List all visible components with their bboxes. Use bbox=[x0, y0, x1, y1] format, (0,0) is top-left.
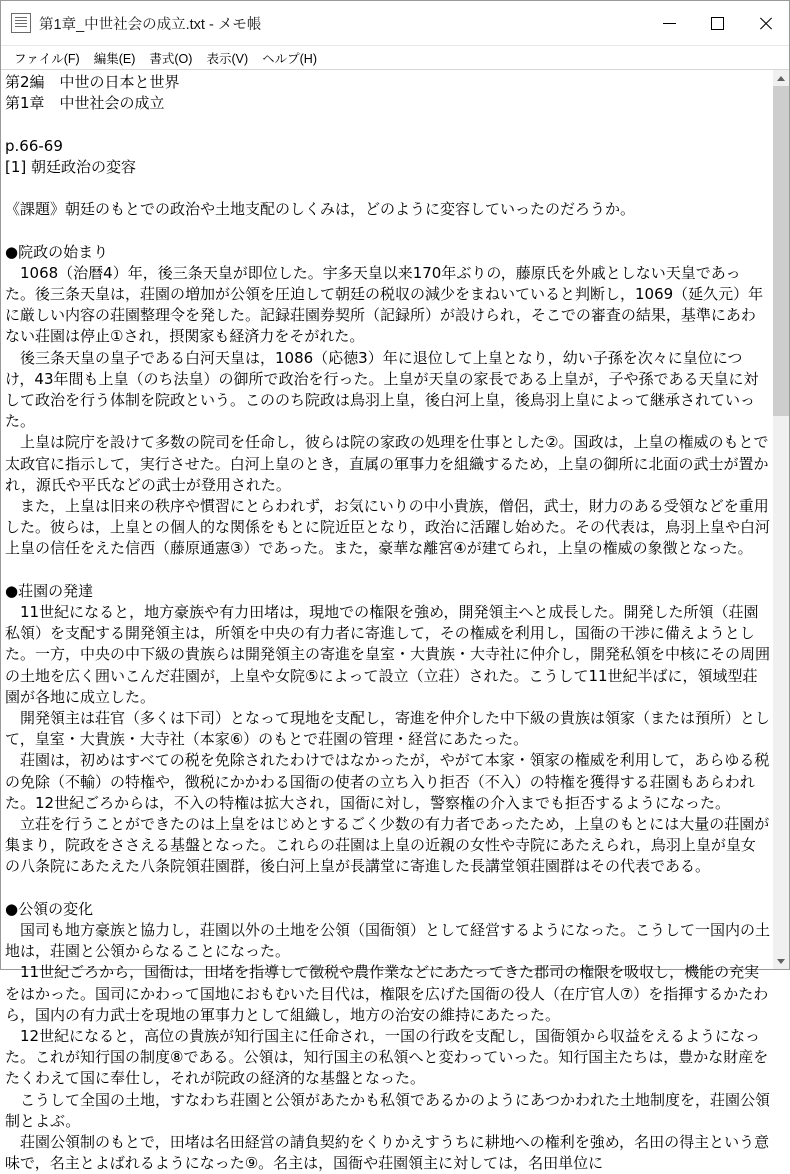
text-line: 12世紀になると，高位の貴族が知行国主に任命され，一国の行政を支配し，国衙領から収益をえるようになった。これが知行国の制度⑧である。公領は，知行国主の私領へと変わっていった。知行国主たちは，豊かな財産をたくわえて国に奉仕し，それが院政の経済的な基盤となった。 bbox=[5, 1027, 769, 1088]
close-button[interactable] bbox=[741, 1, 789, 45]
scroll-up-icon bbox=[777, 76, 785, 81]
scroll-up-button[interactable] bbox=[773, 70, 789, 86]
scrollbar-track[interactable] bbox=[773, 86, 789, 953]
scroll-down-button[interactable] bbox=[773, 953, 789, 969]
text-line: 第2編 中世の日本と世界 bbox=[5, 73, 180, 91]
text-editor[interactable] bbox=[1, 70, 772, 1173]
text-line: ●院政の始まり bbox=[5, 242, 109, 261]
close-icon bbox=[758, 16, 773, 31]
menu-edit[interactable]: 編集(E) bbox=[93, 51, 136, 66]
text-line: 《課題》朝廷のもとでの政治や土地支配のしくみは，どのように変容していったのだろうか。 bbox=[5, 200, 636, 219]
text-line: p.66-69 bbox=[5, 136, 63, 155]
text-line: 荘園公領制のもとで，田堵は名田経営の請負契約をくりかえすうちに耕地への権利を強め，名田の得主という意味で，名主とよばれるようになった⑨。名主は，国衙や荘園領主に対しては，名田単位に bbox=[5, 1133, 770, 1173]
text-line: 後三条天皇の皇子である白河天皇は，1086（応徳3）年に退位して上皇となり，幼い子孫を次々に皇位につけ，43年間も上皇（のち法皇）の御所で政治を行った。上皇が天皇の家長である上皇が，子や孫である天皇に対して政治を行う体制を院政という。こののち院政は鳥羽上皇，後白河上皇，後鳥羽上皇によって継承されていった。 bbox=[5, 348, 759, 431]
text-line: 上皇は院庁を設けて多数の院司を任命し，彼らは院の家政の処理を仕事とした②。国政は，上皇の権威のもとで太政官に指示して，実行させた。白河上皇のとき，直属の軍事力を組織するため，上皇の御所に北面の武士が置かれ，源氏や平氏などの武士が登用された。 bbox=[5, 433, 769, 494]
menu-view[interactable]: 表示(V) bbox=[206, 51, 249, 66]
text-line: 荘園は，初めはすべての税を免除されたわけではなかったが，やがて本家・領家の権威を利用して，あらゆる税の免除（不輸）の特権や，徴税にかかわる国衙の使者の立ち入り拒否（不入）の特権を獲得する荘園もあらわれた。12世紀ごろからは，不入の特権は拡大され，国衙に対し，警察権の介入までも拒否するようになった。 bbox=[5, 751, 770, 812]
text-line: 第1章 中世社会の成立 bbox=[5, 94, 165, 113]
text-line bbox=[5, 560, 770, 581]
text-line: ●公領の変化 bbox=[5, 899, 94, 918]
text-line bbox=[5, 220, 770, 241]
title-bar bbox=[1, 1, 789, 46]
text-line: 国司も地方豪族と協力し，荘園以外の土地を公領（国衙領）として経営するようになった。こうして一国内の土地は，荘園と公領からなることになった。 bbox=[5, 921, 771, 961]
text-line bbox=[5, 878, 770, 899]
maximize-button[interactable] bbox=[693, 1, 741, 45]
maximize-icon bbox=[711, 17, 724, 30]
window-controls bbox=[645, 1, 789, 45]
text-line: 立荘を行うことができたのは上皇をはじめとするごく少数の有力者であったため，上皇のもとには大量の荘園が集まり，院政をささえる基盤となった。これらの荘園は上皇の近親の女性や寺院にあたえられ，鳥羽上皇が皇女の八条院にあたえた八条院領荘園群，後白河上皇が長講堂に寄進した長講堂領荘園群はその代表である。 bbox=[5, 815, 770, 876]
vertical-scrollbar[interactable] bbox=[772, 70, 789, 969]
text-line: また，上皇は旧来の秩序や慣習にとらわれず，お気にいりの中小貴族，僧侶，武士，財力のある受領などを重用した。彼らは，上皇との個人的な関係をもとに院近臣となり，政治に活躍し始めた。その代表は，鳥羽上皇や白河上皇の信任をえた信西（藤原通憲③）であった。また，豪華な離宮④が建てられ，上皇の権威の象徴となった。 bbox=[5, 497, 771, 558]
text-line: 開発領主は荘官（多くは下司）となって現地を支配し，寄進を仲介した中下級の貴族は領家（または預所）として，皇室・大貴族・大寺社（本家⑥）のもとで荘園の管理・経営にあたった。 bbox=[5, 709, 771, 749]
menu-file[interactable]: ファイル(F) bbox=[14, 51, 80, 66]
text-line: 11世紀ごろから，国衙は，田堵を指導して徴税や農作業などにあたってきた郡司の権限を吸収し，機能の充実をはかった。国司にかわって国地におもむいた目代は，権限を広げた国衙の役人（在庁官人⑦）を指揮するかたわら，国内の有力武士を現地の軍事力として組織し，地方の治安の維持にあたった。 bbox=[5, 963, 769, 1024]
minimize-button[interactable] bbox=[645, 1, 693, 45]
window-title: 第1章_中世社会の成立.txt - メモ帳 bbox=[39, 16, 262, 33]
text-line: 1068（治暦4）年，後三条天皇が即位した。宇多天皇以来170年ぶりの，藤原氏を外戚としない天皇であった。後三条天皇は，荘園の増加が公領を圧迫して朝廷の税収の減少をまねいていると判断し，1069（延久元）年に厳しい内容の荘園整理令を発した。記録荘園券契所（記録所）が設けられ，そこでの審査の結果，基準にあわない荘園は停止①され，摂関家も経済力をそがれた。 bbox=[5, 263, 764, 346]
menu-help[interactable]: ヘルプ(H) bbox=[262, 51, 317, 66]
text-line: こうして全国の土地，すなわち荘園と公領があたかも私領であるかのようにあつかわれた土地制度を，荘園公領制とよぶ。 bbox=[5, 1090, 771, 1130]
menu-bar bbox=[1, 46, 789, 70]
editor-area bbox=[1, 70, 789, 1173]
scrollbar-thumb[interactable] bbox=[773, 86, 789, 416]
text-line bbox=[5, 178, 770, 199]
menu-format[interactable]: 書式(O) bbox=[149, 51, 193, 66]
text-line bbox=[5, 114, 770, 135]
text-line: [1] 朝廷政治の変容 bbox=[5, 157, 137, 176]
minimize-icon bbox=[663, 23, 676, 24]
text-line: ●荘園の発達 bbox=[5, 581, 94, 600]
scroll-down-icon bbox=[777, 959, 785, 964]
text-line: 11世紀になると，地方豪族や有力田堵は，現地での権限を強め，開発領主へと成長した。開発した所領（荘園私領）を支配する開発領主は，所領を中央の有力者に寄進して，その権威を利用し，国衙の干渉に備えようとした。一方，中央の中下級の貴族らは開発領主の寄進を皇室・大貴族・大寺社に仲介し，開発私領を中核にその周囲の土地を広く囲いこんだ荘園が，上皇や女院⑤によって設立（立荘）された。こうして11世紀半ばに，領域型荘園が各地に成立した。 bbox=[5, 603, 771, 706]
notepad-icon bbox=[11, 13, 31, 33]
title-bar-left bbox=[1, 13, 645, 34]
